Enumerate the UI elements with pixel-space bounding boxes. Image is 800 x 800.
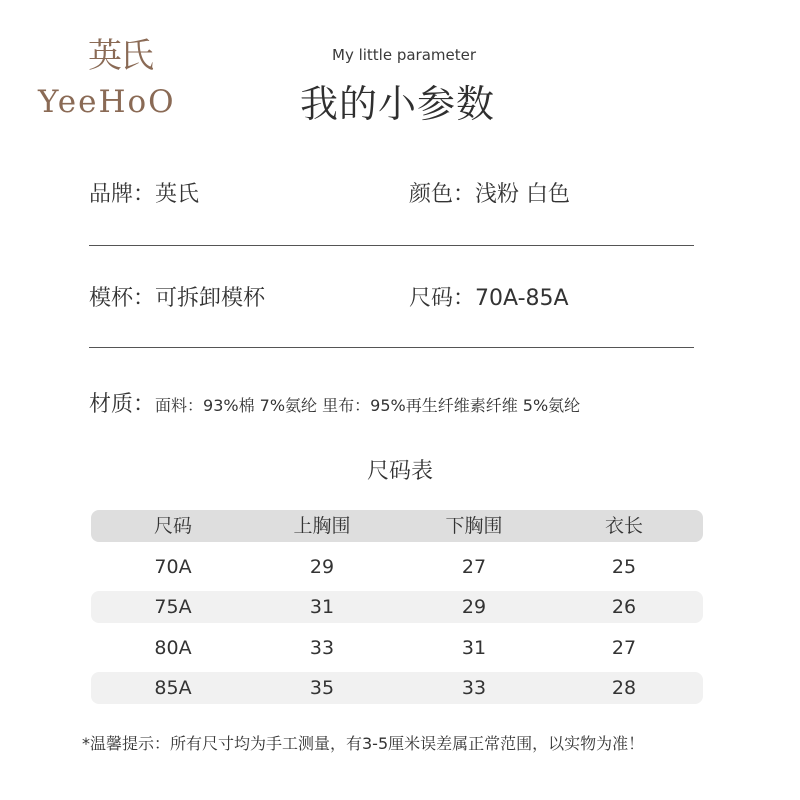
table-cell: 33 <box>461 677 487 699</box>
table-cell: 27 <box>611 636 637 659</box>
brand-logo-en: YeeHoO <box>38 84 176 120</box>
spec-size <box>409 284 569 314</box>
table-cell: 26 <box>611 596 637 618</box>
page-subtitle: My little parameter <box>332 46 477 64</box>
spec-cup-value: 可拆卸模杯 <box>155 286 266 311</box>
spec-material-value: 面料：93%棉 7%氨纶 里布：95%再生纤维素纤维 5%氨纶 <box>155 396 581 415</box>
brand-logo-cn: 英氏 <box>88 36 152 76</box>
table-row <box>91 672 703 704</box>
spec-cup-label: 模杯： <box>89 286 156 311</box>
header-cell: 上胸围 <box>293 515 351 537</box>
spec-material <box>89 390 580 421</box>
spec-color-value: 浅粉 白色 <box>475 182 571 207</box>
spec-cup <box>89 284 265 314</box>
table-row <box>91 551 703 583</box>
table-row <box>91 591 703 623</box>
size-table-title: 尺码表 <box>366 459 433 484</box>
table-cell: 25 <box>611 555 637 578</box>
spec-brand <box>89 180 199 210</box>
divider <box>89 347 694 348</box>
measurement-note: *温馨提示：所有尺寸均为手工测量，有3-5厘米误差属正常范围，以实物为准！ <box>82 734 645 753</box>
table-cell: 27 <box>461 555 487 578</box>
spec-color <box>409 180 570 210</box>
table-cell: 75A <box>154 596 192 618</box>
divider <box>89 245 694 246</box>
table-row <box>91 632 703 664</box>
spec-size-value: 70A-85A <box>475 286 569 311</box>
spec-material-label: 材质： <box>89 392 156 417</box>
size-table-header <box>91 510 703 542</box>
spec-brand-value: 英氏 <box>155 182 200 207</box>
header-cell: 衣长 <box>604 515 643 537</box>
table-cell: 35 <box>309 677 335 699</box>
table-cell: 70A <box>154 555 192 578</box>
table-cell: 31 <box>309 596 335 618</box>
table-cell: 29 <box>461 596 487 618</box>
spec-brand-label: 品牌： <box>89 182 156 207</box>
table-cell: 85A <box>154 677 192 699</box>
table-cell: 29 <box>309 555 335 578</box>
page-title: 我的小参数 <box>300 82 496 126</box>
table-cell: 80A <box>154 636 192 659</box>
spec-size-label: 尺码： <box>409 286 476 311</box>
size-table <box>91 510 703 713</box>
table-cell: 28 <box>611 677 637 699</box>
header-cell: 尺码 <box>153 515 192 537</box>
table-cell: 33 <box>309 636 335 659</box>
header-cell: 下胸围 <box>445 515 503 537</box>
brand-logo <box>38 36 218 126</box>
table-cell: 31 <box>461 636 487 659</box>
spec-color-label: 颜色： <box>409 182 476 207</box>
